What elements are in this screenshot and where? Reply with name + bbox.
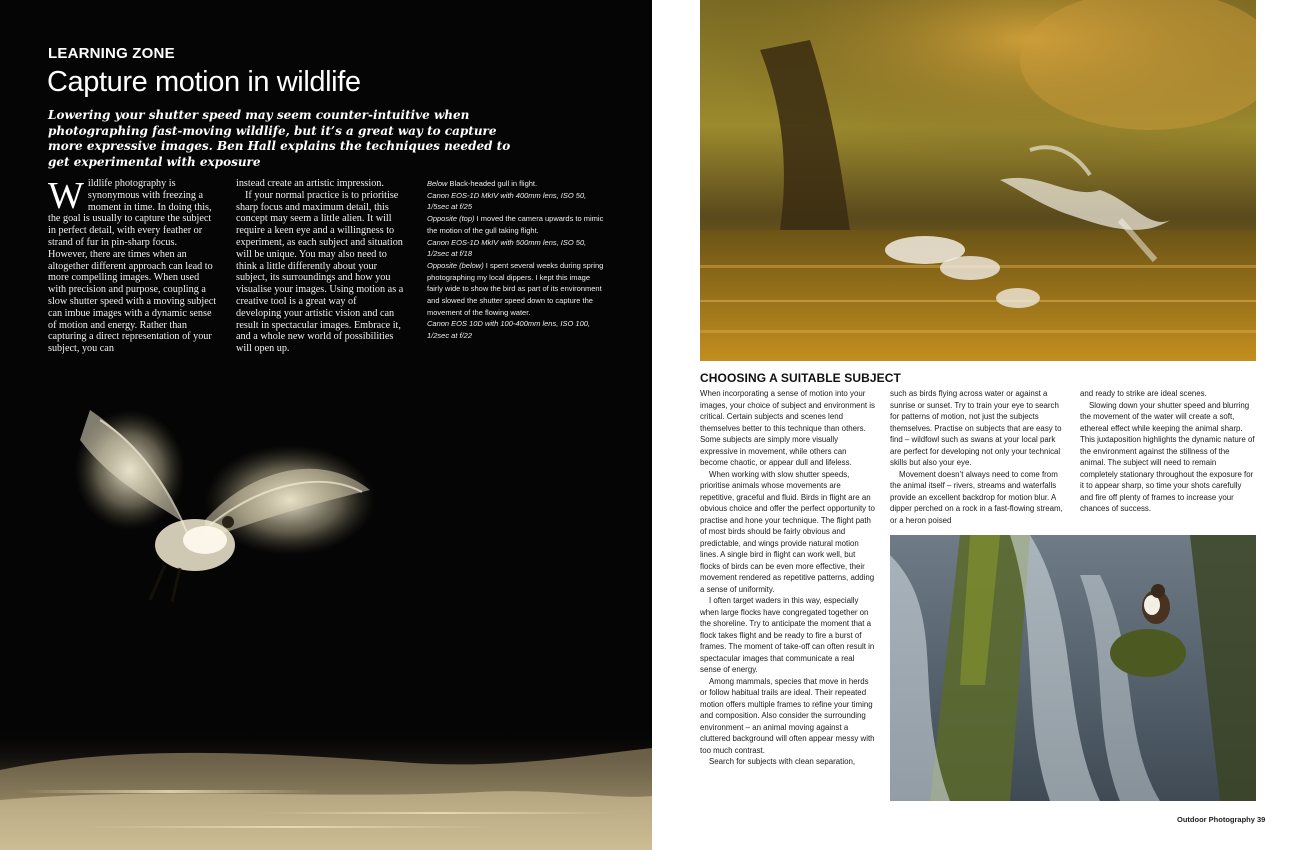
page-folio: Outdoor Photography 39 <box>1177 815 1266 824</box>
caption-label: Opposite (top) <box>427 214 475 224</box>
page-title: Capture motion in wildlife <box>47 66 361 98</box>
body-paragraph: ildlife photography is synonymous with freezing a moment in time. In doing this, the goal is usually to capture the subject in perfect detail, with every feather or strand of fur in pin-sharp focus. However, there are times when an altogether different approach can lead to more compelling images. When used with precision and purpose, coupling a slow shutter speed with a moving subject can imbue images with a dynamic sense of motion and energy. Rather than capturing a direct representation of your subject, you can <box>48 178 217 355</box>
body-paragraph: Slowing down your shutter speed and blurring the movement of the water will create a soft, ethereal effect while keeping the animal sharp. This juxtaposition highlights the dynamic nature of the environment against the stillness of the animal. The subject will need to remain completely stationary throughout the exposure for it to appear sharp, so time your shots carefully and fire off plenty of frames to increase your chances of success. <box>1080 400 1255 513</box>
right-page <box>652 0 1304 850</box>
caption-label: Opposite (below) <box>427 260 484 270</box>
body-paragraph: Movement doesn’t always need to come from the animal itself – rivers, streams and waterfalls provide an excellent backdrop for motion blur. A dipper perched on a rock in a fast-flowing stream, or a heron poised <box>890 469 1063 525</box>
caption-label: Below <box>427 179 448 188</box>
standfirst: Lowering your shutter speed may seem counter-intuitive when photographing fast-moving wildlife, but it’s a great way to capture more expressive images. Ben Hall explains the techniques needed to get experimental with exposure <box>48 108 511 169</box>
photo-captions <box>427 178 607 342</box>
body-paragraph: such as birds flying across water or against a sunrise or sunset. Try to train your eye to search for patterns of motion, not just the subjects themselves. Practise on subjects that are easy to find – wildfowl such as swans at your local park are perfect for developing not only your technical skills but also your eye. <box>890 389 1062 467</box>
caption-camera-info: Canon EOS 10D with 100-400mm lens, ISO 100, 1/2sec at f/22 <box>427 319 591 341</box>
caption-line: Below Black-headed gull in flight. <box>427 179 538 188</box>
body-paragraph: When incorporating a sense of motion into your images, your choice of subject and environment is critical. Certain subjects and scenes lend themselves better to this technique than others. Some subjects are simply more visually expressive in movement, while others can become chaotic, or appear dull and lifeless. <box>700 389 876 467</box>
body-paragraph: I often target waders in this way, especially when large flocks have congregated together on the shoreline. Try to anticipate the moment that a flock takes flight and be ready to fire a burst of frames. The moment of take-off can often result in spectacular images that communicate a real sense of energy. <box>700 596 875 674</box>
body-column-2 <box>890 388 1066 526</box>
section-label: LEARNING ZONE <box>48 45 175 62</box>
body-column-3 <box>1080 388 1256 515</box>
body-paragraph: If your normal practice is to prioritise sharp focus and maximum detail, this concept may seem a little alien. It will require a keen eye and a willingness to experiment, as each subject and situation will be unique. You may also need to think a little differently about your subject, its surroundings and how you visualise your images. Using motion as a creative tool is a great way of developing your artistic vision and can result in spectacular images. Embrace it, and a whole new world of possibilities will open up. <box>236 189 404 355</box>
section-heading: CHOOSING A SUITABLE SUBJECT <box>700 371 901 385</box>
body-paragraph: Search for subjects with clean separation, <box>709 757 856 766</box>
body-paragraph: instead create an artistic impression. <box>236 178 384 189</box>
body-column-1 <box>48 175 218 355</box>
body-paragraph: When working with slow shutter speeds, prioritise animals whose movements are repetitive, graceful and fluid. Birds in flight are an obvious choice and offer the perfect opportunity to practise and hone your technique. The flight path of most birds should be fairly obvious and predictable, and wings provide natural motion lines. A single bird in flight can work well, but flocks of birds can be even more effective, their movement rendered as repetitive patterns, adding a sense of uniformity. <box>700 469 875 594</box>
body-paragraph: Among mammals, species that move in herds or follow habitual trails are ideal. Their repeated motion offers multiple frames to refine your timing and composition. Also consider the surrounding environment – an animal moving against a cluttered background will often appear messy with too much contrast. <box>700 676 875 755</box>
caption-line: Opposite (below) I spent several weeks during spring photographing my local dippers. I kept this image fairly wide to show the bird as part of its environment and slowed the shutter speed down to capture the movement of the flowing water. <box>427 260 604 317</box>
body-paragraph: and ready to strike are ideal scenes. <box>1080 389 1207 398</box>
caption-camera-info: Canon EOS-1D MkIV with 400mm lens, ISO 50, 1/5sec at f/25 <box>427 190 587 212</box>
drop-cap: W <box>48 175 84 217</box>
caption-camera-info: Canon EOS-1D MkIV with 500mm lens, ISO 50, 1/2sec at f/18 <box>427 237 587 259</box>
gulls-over-water-photo <box>700 0 1256 361</box>
body-column-1 <box>700 388 876 768</box>
dipper-waterfall-photo <box>890 535 1256 801</box>
caption-line: Opposite (top) I moved the camera upwards to mimic the motion of the gull taking flight. <box>427 214 604 235</box>
body-column-2 <box>236 178 404 355</box>
